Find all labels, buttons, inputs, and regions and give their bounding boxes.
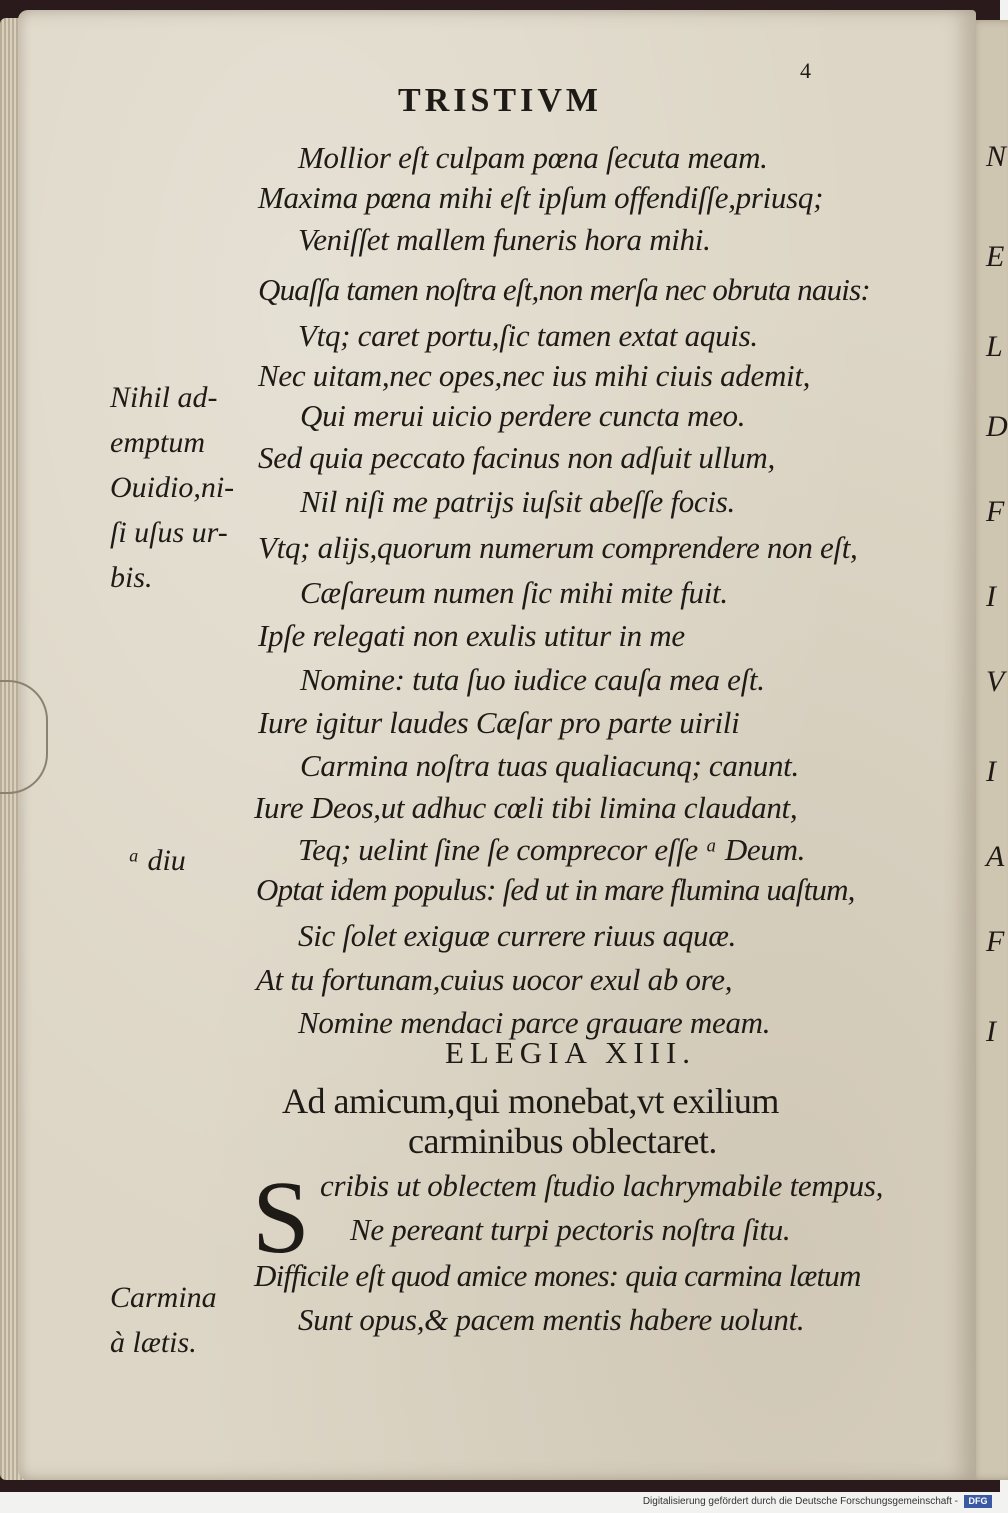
margin-note: ᵃ diu xyxy=(128,844,186,877)
facing-letter: I xyxy=(986,755,996,788)
facing-letter: V xyxy=(986,665,1005,698)
facing-letter: D xyxy=(986,410,1008,443)
clasp-mark xyxy=(0,680,48,794)
verse-line: Nomine mendaci parce grauare meam. xyxy=(298,1005,771,1040)
facing-letter: I xyxy=(986,1015,996,1048)
margin-note xyxy=(110,1275,217,1365)
elegia-title-line: carminibus oblectaret. xyxy=(408,1121,717,1161)
margin-note-line: Ouidio,ni- xyxy=(110,471,235,504)
verse-line: Cæſareum numen ſic mihi mite fuit. xyxy=(300,575,728,610)
elegia-title-line: Ad amicum,qui monebat,vt exilium xyxy=(282,1081,779,1121)
verse-line: Vtq; caret portu,ſic tamen extat aquis. xyxy=(298,318,758,353)
verse-line: Ne pereant turpi pectoris noſtra ſitu. xyxy=(350,1212,791,1247)
margin-note-line: à lætis. xyxy=(110,1326,197,1359)
verse-line: Difficile eſt quod amice mones: quia carmina lætum xyxy=(254,1258,861,1293)
verse-line: Mollior eſt culpam pœna ſecuta meam. xyxy=(298,140,768,175)
running-header: TRISTIVM xyxy=(398,82,602,119)
verse-line: Nil niſi me patrijs iuſsit abeſſe focis. xyxy=(300,484,735,519)
verse-line: Nomine: tuta ſuo iudice cauſa mea eſt. xyxy=(300,662,765,697)
margin-note-line: ſi uſus ur- xyxy=(110,516,228,549)
drop-cap: S xyxy=(252,1160,310,1275)
facing-letter: F xyxy=(986,495,1005,528)
verse-line: Sunt opus,& pacem mentis habere uolunt. xyxy=(298,1302,805,1337)
facing-letter: E xyxy=(986,240,1005,273)
verse-line: Qui merui uicio perdere cuncta meo. xyxy=(300,398,746,433)
verse-line: Nec uitam,nec opes,nec ius mihi ciuis ademit, xyxy=(258,358,811,393)
verse-line: Ipſe relegati non exulis utitur in me xyxy=(258,618,685,653)
facing-letter: I xyxy=(986,580,996,613)
facing-letter: N xyxy=(986,140,1007,173)
facing-letter: L xyxy=(986,330,1003,363)
margin-note xyxy=(110,375,234,600)
margin-note-line: emptum xyxy=(110,426,205,459)
verse-line: cribis ut oblectem ſtudio lachrymabile tempus, xyxy=(320,1168,884,1203)
verse-line: Teq; uelint ſine ſe comprecor eſſe ᵃ Deum. xyxy=(298,832,806,867)
verse-line: Veniſſet mallem funeris hora mihi. xyxy=(298,222,711,257)
verse-line: Quaſſa tamen noſtra eſt,non merſa nec obruta nauis: xyxy=(258,272,870,307)
margin-note-line: bis. xyxy=(110,561,153,594)
verse-line: Iure Deos,ut adhuc cœli tibi limina claudant, xyxy=(254,790,798,825)
verse-line: Vtq; alijs,quorum numerum comprendere non eſt, xyxy=(258,530,858,565)
margin-note-line: Carmina xyxy=(110,1281,217,1314)
elegia-heading: ELEGIA XIII. xyxy=(445,1035,697,1070)
verse-line: Sed quia peccato facinus non adſuit ullum, xyxy=(258,440,775,475)
verse-line: Carmina noſtra tuas qualiacunq; canunt. xyxy=(300,748,799,783)
verse-line: Maxima pœna mihi eſt ipſum offendiſſe,priusq; xyxy=(258,180,824,215)
facing-letter: F xyxy=(986,925,1005,958)
footer-credit: Digitalisierung gefördert durch die Deutsche Forschungsgemeinschaft - xyxy=(642,1496,958,1507)
margin-note-line: Nihil ad- xyxy=(110,381,218,414)
verse-line: Sic ſolet exiguæ currere riuus aquæ. xyxy=(298,918,737,953)
verse-line: Iure igitur laudes Cæſar pro parte uirili xyxy=(258,705,740,740)
verse-line: At tu fortunam,cuius uocor exul ab ore, xyxy=(256,962,733,997)
signature-mark: 4 xyxy=(800,58,811,83)
verse-line: Optat idem populus: ſed ut in mare flumina uaſtum, xyxy=(256,872,855,907)
dfg-logo: DFG xyxy=(964,1495,992,1508)
facing-letter: A xyxy=(986,840,1005,873)
